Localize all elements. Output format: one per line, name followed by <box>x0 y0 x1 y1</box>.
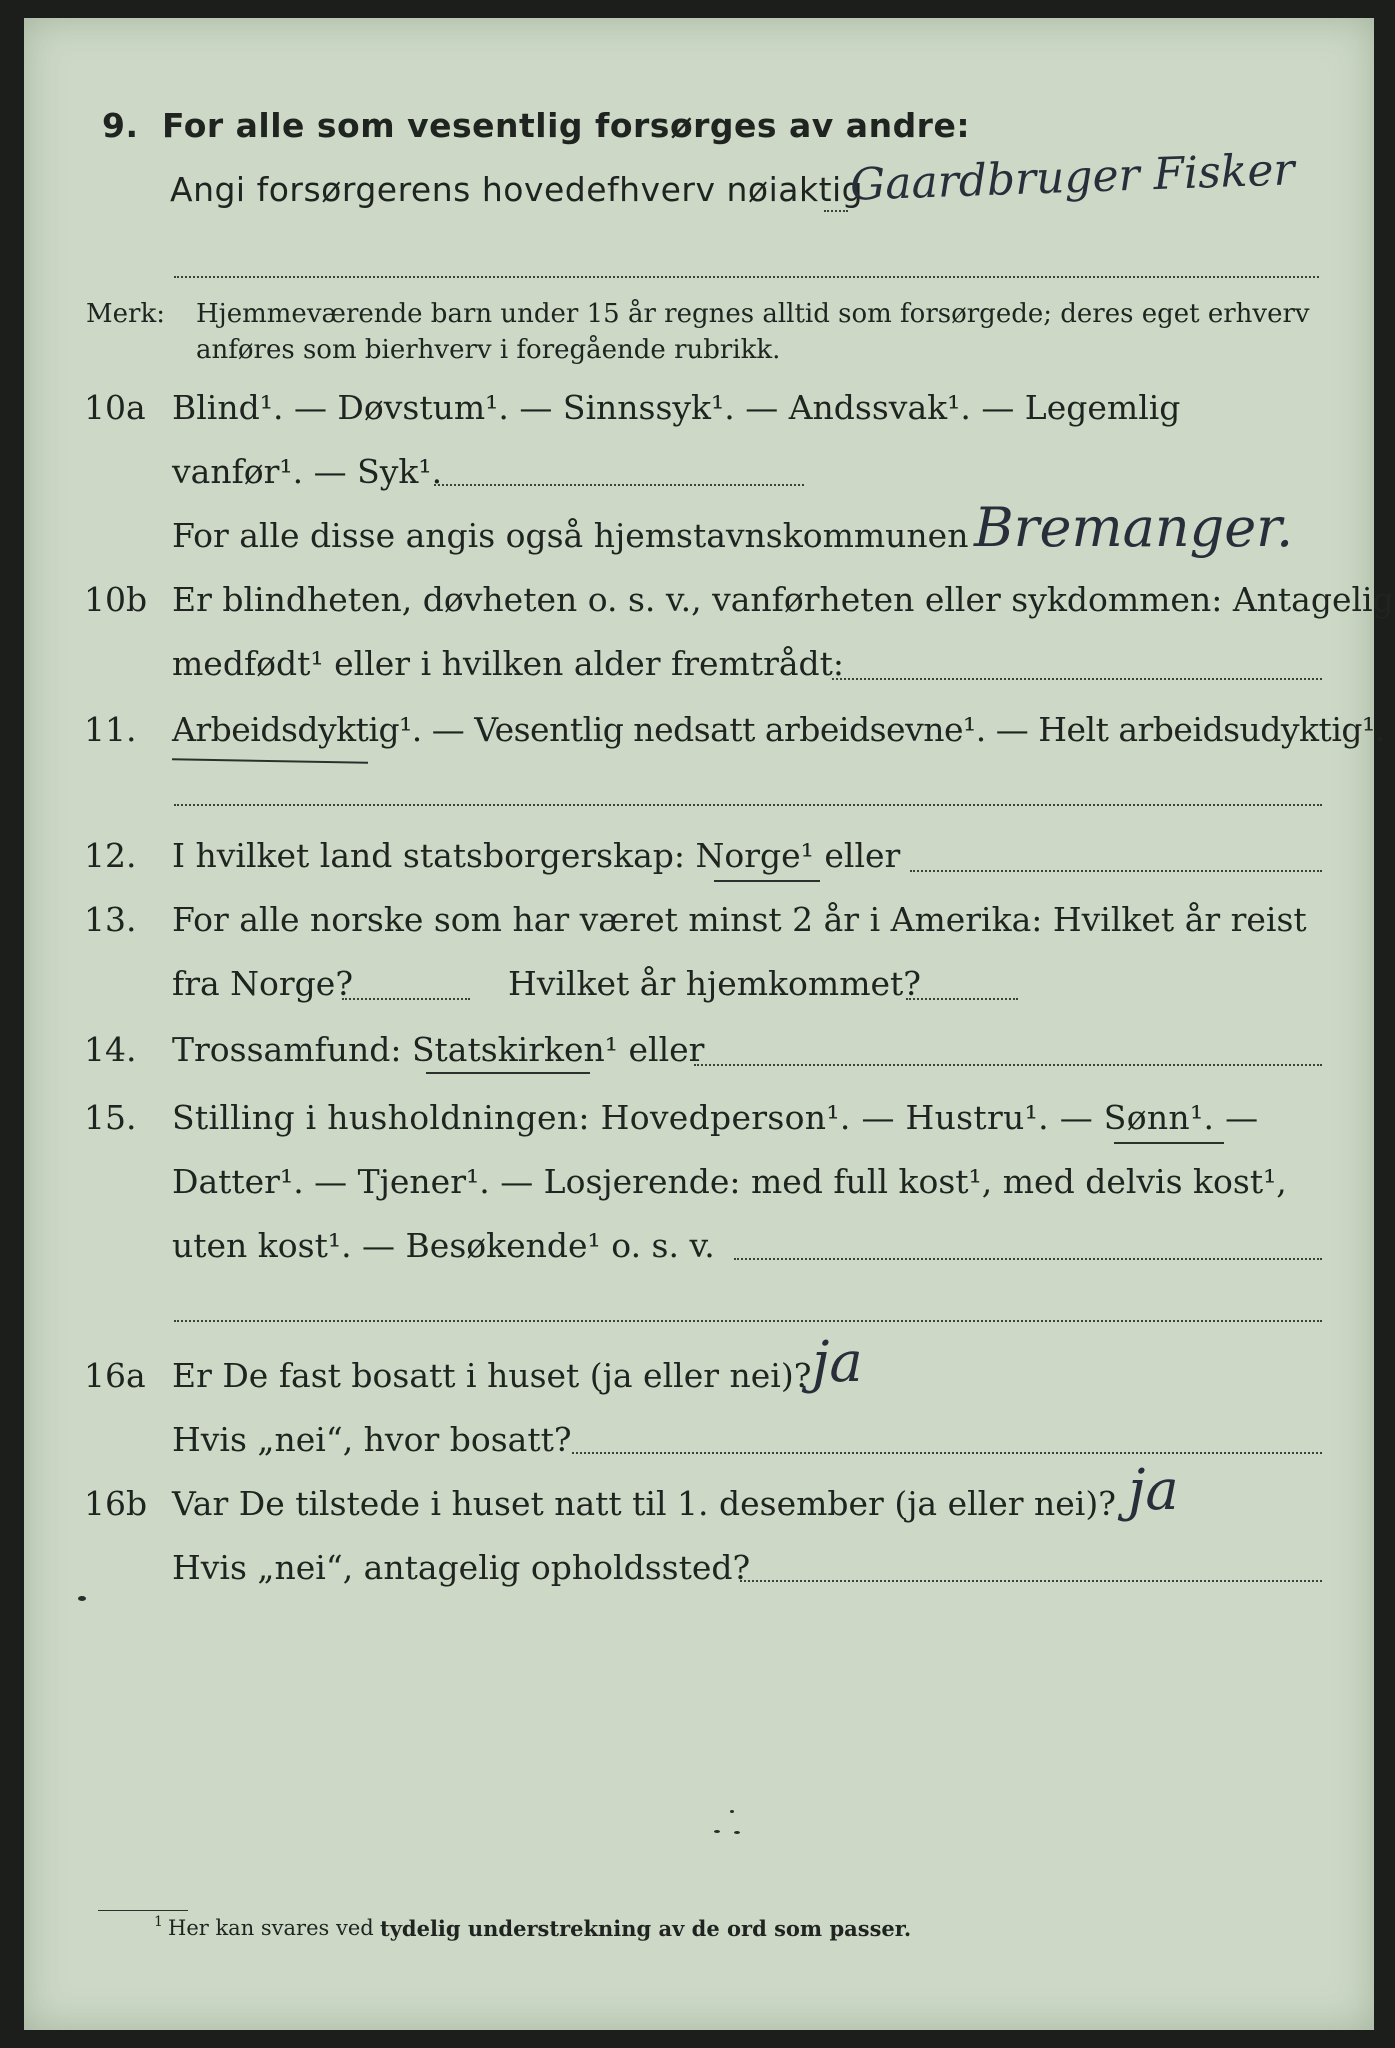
q11-underline-arbeidsdyktig <box>172 758 368 763</box>
q10a-number: 10a <box>84 388 146 427</box>
q13-text2b: Hvilket år hjemkommet? <box>508 964 921 1003</box>
q16a-text1: Er De fast bosatt i huset (ja eller nei)? <box>172 1356 812 1395</box>
q12-underline-norge <box>714 880 820 882</box>
q16b-handwritten-answer: ja <box>1128 1458 1179 1523</box>
q14-dotted-line <box>694 1064 1322 1066</box>
q16a-number: 16a <box>84 1356 146 1395</box>
q9-dotted-fill <box>824 210 848 212</box>
q13-number: 13. <box>84 900 137 939</box>
q9-handwritten-answer: Gaardbruger Fisker <box>849 144 1296 211</box>
q10b-dotted-line <box>832 678 1322 680</box>
q15-number: 15. <box>84 1098 137 1137</box>
footnote-rule <box>98 1910 188 1911</box>
merk-line1: Hjemmeværende barn under 15 år regnes alltid som forsørgede; deres eget erhverv <box>196 299 1310 329</box>
q13-text2a: fra Norge? <box>172 964 354 1003</box>
q12-dotted-line <box>910 870 1322 872</box>
q15-text1: Stilling i husholdningen: Hovedperson¹. — Hustru¹. — Sønn¹. — <box>172 1098 1259 1137</box>
q16b-text1: Var De tilstede i huset natt til 1. desember (ja eller nei)? <box>172 1484 1116 1523</box>
q10a-text1: Blind¹. — Døvstum¹. — Sinnssyk¹. — Andssvak¹. — Legemlig <box>172 388 1181 427</box>
q16a-text2: Hvis „nei“, hvor bosatt? <box>172 1420 572 1459</box>
q16a-dotted-line <box>572 1452 1322 1454</box>
q9-number: 9. <box>102 106 139 145</box>
q16a-handwritten-answer: ja <box>812 1330 863 1395</box>
q16b-number: 16b <box>84 1484 148 1523</box>
q12-number: 12. <box>84 836 137 875</box>
q12-text: I hvilket land statsborgerskap: Norge¹ eller <box>172 836 901 875</box>
q13-text1: For alle norske som har været minst 2 år i Amerika: Hvilket år reist <box>172 900 1307 939</box>
q10b-text2: medfødt¹ eller i hvilken alder fremtrådt: <box>172 644 845 683</box>
q10a-handwritten-answer: Bremanger. <box>974 496 1294 559</box>
q11-number: 11. <box>84 710 137 749</box>
ink-speck <box>714 1830 720 1833</box>
q16b-text2: Hvis „nei“, antagelig opholdssted? <box>172 1548 751 1587</box>
q13-hjemkommet-dotted-line <box>906 998 1018 1000</box>
q14-text: Trossamfund: Statskirken¹ eller <box>172 1030 705 1069</box>
q10a-text3: For alle disse angis også hjemstavnskommunen <box>172 516 969 555</box>
census-form-page <box>24 18 1394 2030</box>
q14-number: 14. <box>84 1030 137 1069</box>
footnote-text-a: Her kan svares ved <box>168 1916 374 1940</box>
q10b-text1: Er blindheten, døvheten o. s. v., vanførheten eller sykdommen: Antagelig <box>172 580 1394 619</box>
q15-underline-sonn <box>1114 1142 1224 1144</box>
q15-text3: uten kost¹. — Besøkende¹ o. s. v. <box>172 1226 715 1265</box>
q11-text: Arbeidsdyktig¹. — Vesentlig nedsatt arbeidsevne¹. — Helt arbeidsudyktig¹. <box>172 710 1385 749</box>
merk-label: Merk: <box>86 299 165 329</box>
q14-underline-statskirken <box>426 1072 590 1074</box>
footnote-marker: 1 <box>154 1914 163 1930</box>
q15-text2: Datter¹. — Tjener¹. — Losjerende: med full kost¹, med delvis kost¹, <box>172 1162 1287 1201</box>
q10a-text2: vanfør¹. — Syk¹. <box>172 452 443 491</box>
merk-line2: anføres som bierhverv i foregående rubrikk. <box>196 335 781 365</box>
q10a-syk-dotted-line <box>434 484 804 486</box>
ink-speck <box>734 1831 740 1834</box>
q16b-dotted-line <box>740 1580 1322 1582</box>
ink-speck <box>78 1596 86 1601</box>
q15-dotted-line-b <box>174 1320 1322 1322</box>
q10b-number: 10b <box>84 580 148 619</box>
q9-text1: For alle som vesentlig forsørges av andre: <box>162 106 971 145</box>
q13-reist-dotted-line <box>342 998 470 1000</box>
q15-dotted-line-a <box>734 1258 1322 1260</box>
q11-dotted-line <box>174 804 1322 806</box>
footnote-text-b: tydelig understrekning av de ord som passer. <box>380 1916 912 1941</box>
ink-speck <box>730 1810 734 1813</box>
q9-dotted-line <box>174 276 1319 278</box>
q9-text2: Angi forsørgerens hovedefhverv nøiaktig <box>170 170 864 209</box>
